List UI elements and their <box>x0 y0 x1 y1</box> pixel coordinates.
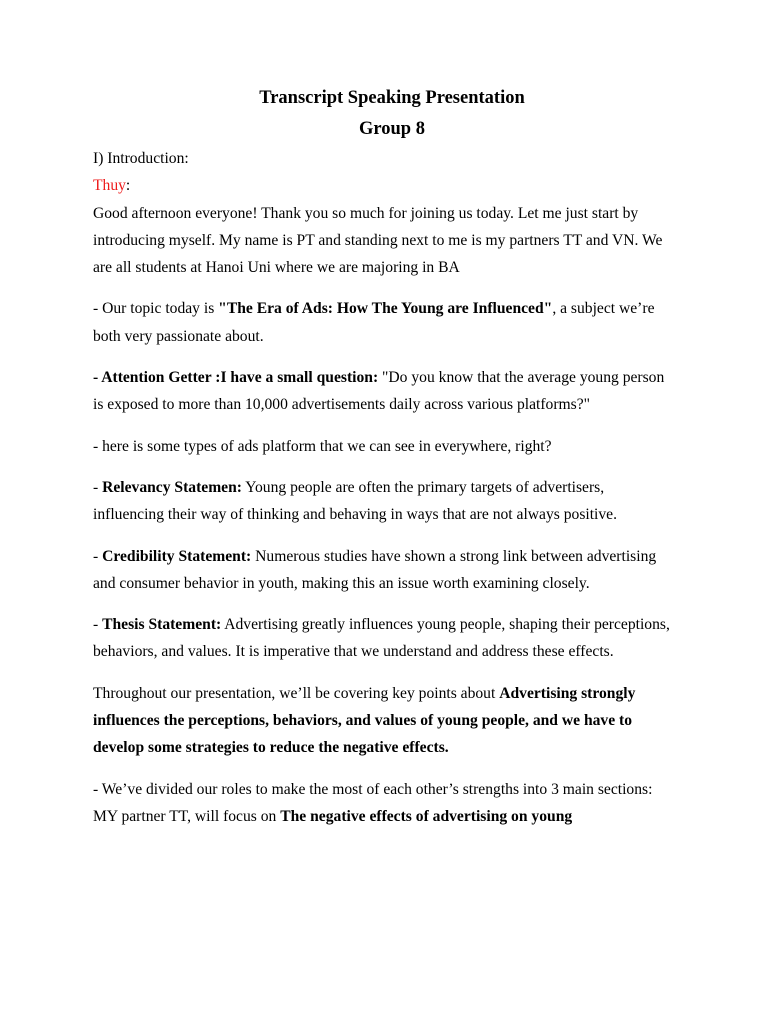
throughout-paragraph <box>93 680 677 762</box>
thesis-label: Thesis Statement: <box>102 616 222 634</box>
topic-prefix: - Our topic today is <box>93 300 219 318</box>
relevancy-text: Young people are often the primary targets of advertisers, influencing their way of thinking and behaving in ways that are not always positive. <box>93 478 617 524</box>
document-page <box>93 84 677 844</box>
attention-getter-paragraph <box>93 364 677 419</box>
roles-paragraph <box>93 776 677 831</box>
roles-section-title: The negative effects of advertising on young <box>280 807 573 825</box>
attention-text: "Do you know that the average young person is exposed to more than 10,000 advertisements daily across various platforms?" <box>93 369 665 414</box>
topic-paragraph <box>93 295 677 350</box>
credibility-dash: - <box>93 547 103 565</box>
ads-platform-paragraph: - here is some types of ads platform that we can see in everywhere, right? <box>93 437 552 455</box>
relevancy-dash: - <box>93 478 103 496</box>
speaker-label <box>93 172 677 199</box>
greeting-paragraph: Good afternoon everyone! Thank you so much for joining us today. Let me just start by introducing myself. My name is PT and standing next to me is my partners TT and VN. We are all students at Hanoi Uni where we are majoring in BA <box>93 204 663 277</box>
credibility-label: Credibility Statement: <box>102 547 252 565</box>
roles-text: - We’ve divided our roles to make the most of each other’s strengths into 3 main sections: MY partner TT, will focus on <box>93 780 653 825</box>
credibility-paragraph <box>93 543 677 598</box>
credibility-text: Numerous studies have shown a strong link between advertising and consumer behavior in youth, making this an issue worth examining closely. <box>93 547 657 592</box>
thesis-dash: - <box>93 616 103 634</box>
throughout-key-points: Advertising strongly influences the perceptions, behaviors, and values of young people, and we have to develop some strategies to reduce the negative effects. <box>93 684 636 757</box>
attention-label: Attention Getter :I have a small question: <box>101 369 379 387</box>
topic-title: "The Era of Ads: How The Young are Influenced" <box>218 300 553 318</box>
document-title: Transcript Speaking Presentation <box>259 88 525 108</box>
section-heading: I) Introduction: <box>93 150 189 167</box>
document-subtitle: Group 8 <box>359 119 425 139</box>
speaker-name: Thuy <box>93 177 126 195</box>
speaker-colon: : <box>125 177 131 195</box>
relevancy-label: Relevancy Statemen: <box>102 478 242 496</box>
attention-dash: - <box>93 369 102 387</box>
topic-suffix: , a subject we’re both very passionate about. <box>93 300 655 345</box>
thesis-text: Advertising greatly influences young people, shaping their perceptions, behaviors, and values. It is imperative that we understand and address these effects. <box>93 616 670 661</box>
relevancy-paragraph <box>93 474 677 529</box>
throughout-text: Throughout our presentation, we’ll be covering key points about <box>93 684 500 702</box>
thesis-paragraph <box>93 611 677 666</box>
